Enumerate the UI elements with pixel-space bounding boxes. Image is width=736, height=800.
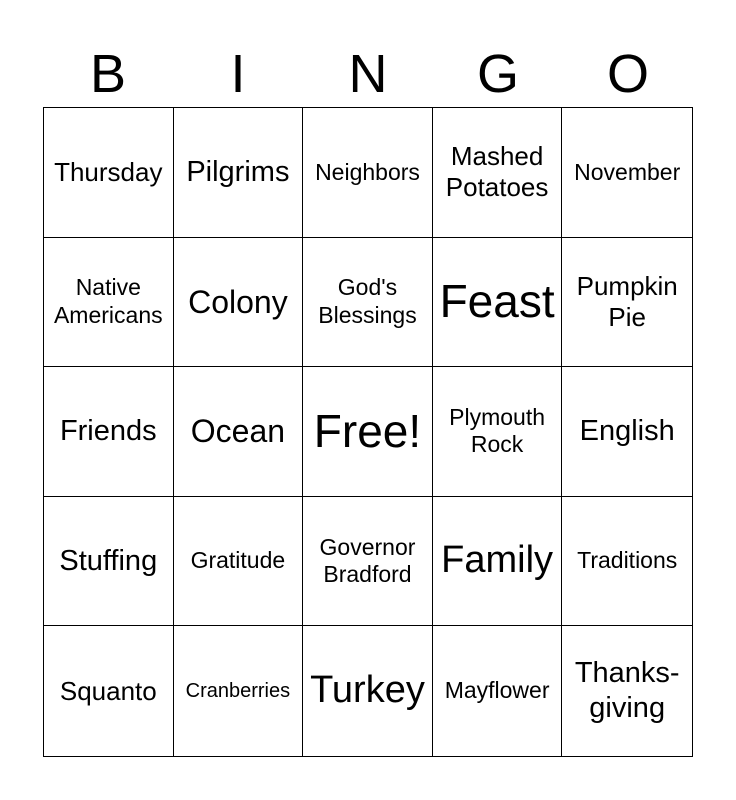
cell-label: Plymouth Rock — [449, 403, 546, 458]
bingo-cell[interactable] — [174, 108, 304, 238]
bingo-header — [43, 40, 693, 108]
bingo-cell[interactable] — [562, 626, 692, 756]
bingo-cell[interactable] — [562, 108, 692, 238]
bingo-cell[interactable] — [562, 497, 692, 627]
bingo-cell[interactable] — [174, 238, 304, 368]
cell-label: God's Blessings — [318, 274, 417, 328]
bingo-cell[interactable] — [303, 626, 433, 756]
bingo-cell[interactable] — [433, 108, 563, 238]
header-letter-n: N — [348, 44, 388, 104]
bingo-cell[interactable] — [303, 497, 433, 627]
bingo-cell[interactable] — [433, 367, 563, 497]
header-letter-g: G — [476, 44, 519, 104]
bingo-board — [43, 107, 693, 757]
bingo-cell[interactable] — [174, 497, 304, 627]
cell-label: Feast — [439, 275, 555, 328]
bingo-cell[interactable] — [44, 238, 174, 368]
cell-label: Turkey — [310, 669, 425, 712]
cell-label: Family — [441, 539, 554, 582]
header-letter-i: I — [230, 44, 246, 104]
cell-label: Native Americans — [53, 274, 163, 328]
cell-label: Ocean — [190, 413, 286, 450]
cell-label: Neighbors — [315, 158, 420, 185]
cell-label: Pilgrims — [186, 155, 290, 188]
bingo-cell[interactable] — [44, 367, 174, 497]
free-space-cell[interactable] — [303, 367, 433, 497]
bingo-cell[interactable] — [433, 238, 563, 368]
cell-label: Gratitude — [190, 547, 286, 574]
bingo-cell[interactable] — [44, 497, 174, 627]
cell-label: Stuffing — [59, 544, 158, 577]
cell-label: Thanks-giving — [574, 657, 680, 725]
cell-label: Thursday — [54, 156, 163, 187]
cell-label: Squanto — [59, 675, 157, 706]
bingo-cell[interactable] — [44, 108, 174, 238]
header-letter-b: B — [89, 44, 127, 104]
bingo-cell[interactable] — [174, 626, 304, 756]
cell-label: Pumpkin Pie — [576, 270, 678, 332]
cell-label: Mayflower — [444, 677, 550, 704]
cell-label: English — [579, 415, 675, 448]
bingo-cell[interactable] — [44, 626, 174, 756]
bingo-cell[interactable] — [433, 626, 563, 756]
free-space-label: Free! — [313, 404, 422, 457]
cell-label: Governor Bradford — [319, 533, 416, 588]
header-letter-o: O — [606, 44, 649, 104]
cell-label: Colony — [188, 283, 288, 320]
cell-label: Traditions — [577, 547, 678, 574]
cell-label: November — [574, 158, 681, 185]
bingo-cell[interactable] — [562, 238, 692, 368]
bingo-cell[interactable] — [174, 367, 304, 497]
cell-label: Cranberries — [185, 680, 291, 703]
bingo-cell[interactable] — [303, 238, 433, 368]
bingo-cell[interactable] — [303, 108, 433, 238]
cell-label: Mashed Potatoes — [445, 141, 549, 203]
cell-label: Friends — [59, 415, 157, 448]
bingo-cell[interactable] — [562, 367, 692, 497]
bingo-cell[interactable] — [433, 497, 563, 627]
